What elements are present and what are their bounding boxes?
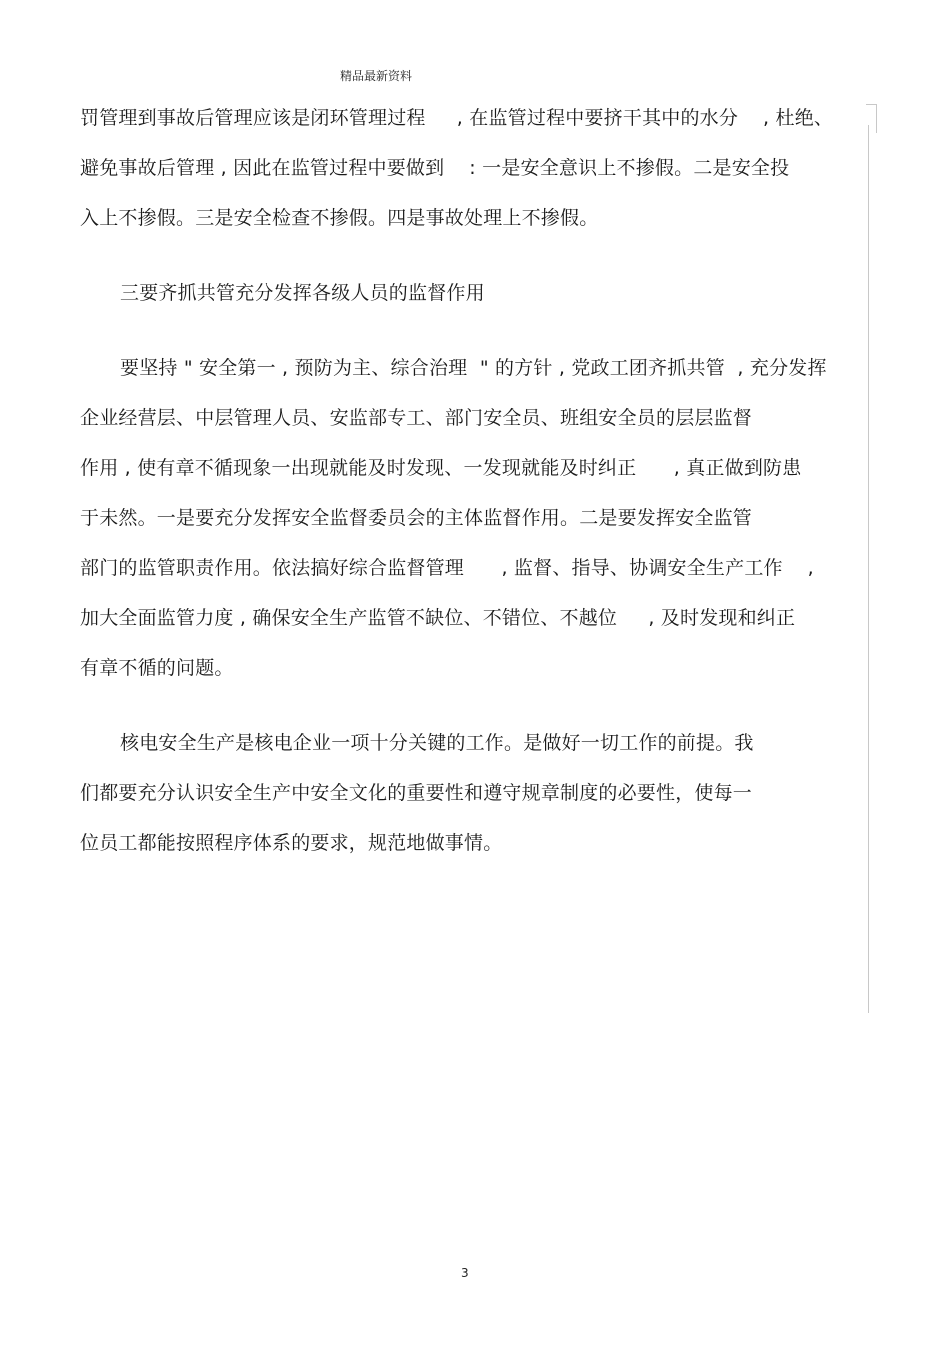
text-line-6: 企业经营层、中层管理人员、安监部专工、部门安全员、班组安全员的层层监督 [80, 407, 753, 429]
text-line-7: 作用 , 使有章不循现象一出现就能及时发现、一发现就能及时纠正 , 真正做到防患 [80, 457, 802, 479]
right-margin-rule [868, 125, 869, 1013]
text-line-11: 有章不循的问题。 [80, 657, 234, 679]
text-line-5: 要坚持 " 安全第一 , 预防为主、综合治理 " 的方针 , 党政工团齐抓共管 , 充分发挥 [120, 357, 827, 379]
text-line-10: 加大全面监管力度 , 确保安全生产监管不缺位、不错位、不越位 , 及时发现和纠正 [80, 607, 796, 629]
page-number: 3 [461, 1266, 469, 1280]
text-line-13: 们都要充分认识安全生产中安全文化的重要性和遵守规章制度的必要性，使每一 [80, 782, 753, 804]
text-line-1: 罚管理到事故后管理应该是闭环管理过程 , 在监管过程中要挤干其中的水分 , 杜绝、 [80, 107, 834, 129]
text-line-3: 入上不掺假。三是安全检查不掺假。四是事故处理上不掺假。 [80, 207, 599, 229]
text-line-2: 避免事故后管理 , 因此在监管过程中要做到 : 一是安全意识上不掺假。二是安全投 [80, 157, 790, 179]
text-line-12: 核电安全生产是核电企业一项十分关键的工作。是做好一切工作的前提。我 [120, 732, 754, 754]
page-header: 精品最新资料 [340, 69, 413, 83]
text-line-8: 于未然。一是要充分发挥安全监督委员会的主体监督作用。二是要发挥安全监管 [80, 507, 753, 529]
section-heading: 三要齐抓共管充分发挥各级人员的监督作用 [120, 282, 485, 304]
text-line-9: 部门的监管职责作用。依法搞好综合监督管理 , 监督、指导、协调安全生产工作 , [80, 557, 814, 579]
text-line-14: 位员工都能按照程序体系的要求，规范地做事情。 [80, 832, 503, 854]
